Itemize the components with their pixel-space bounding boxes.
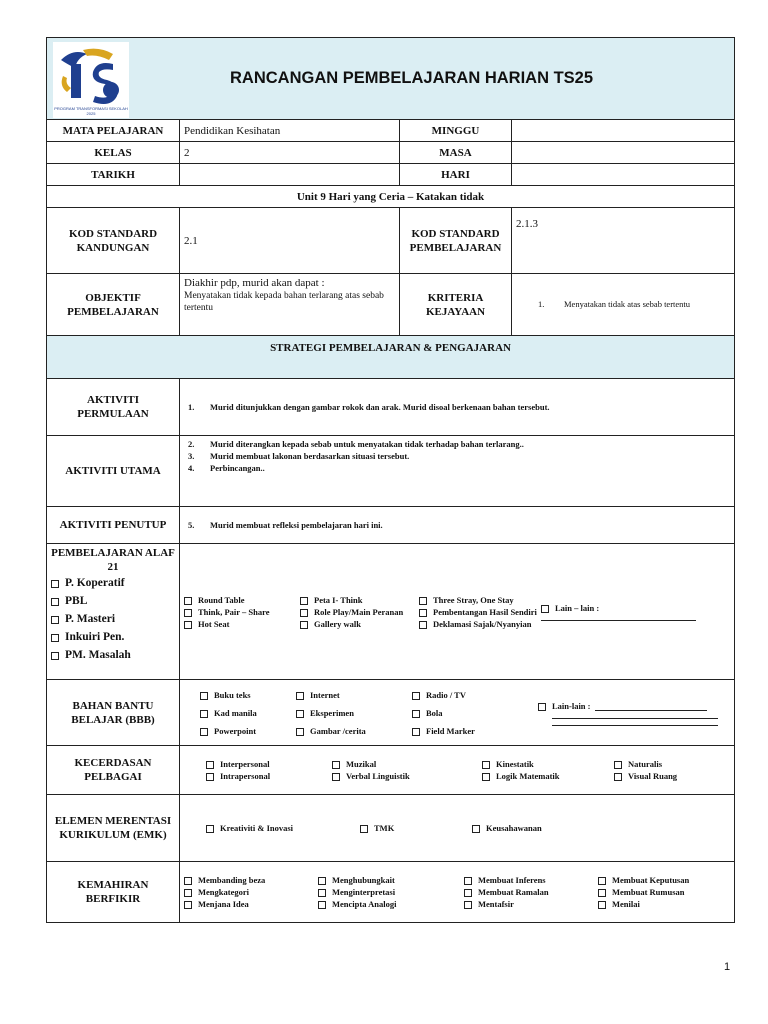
- alaf21-strategies: [180, 544, 735, 680]
- alaf21-option[interactable]: [51, 610, 175, 628]
- activity-item: [188, 438, 730, 450]
- kecerdasan-item[interactable]: [206, 758, 332, 770]
- checkbox-icon[interactable]: [296, 692, 304, 700]
- checkbox-icon[interactable]: [412, 728, 420, 736]
- kemahiran-item-label: Mengkategori: [198, 887, 249, 897]
- emk-item-label: TMK: [374, 823, 395, 833]
- bbb-lain-line-3[interactable]: [552, 725, 718, 726]
- kecerdasan-item-label: Intrapersonal: [220, 771, 271, 781]
- bbb-lain-label: Lain-lain :: [552, 700, 591, 711]
- checkbox-icon[interactable]: [206, 773, 214, 781]
- alaf21-strategy[interactable]: [184, 618, 296, 630]
- kemahiran-item-label: Membuat Ramalan: [478, 887, 549, 897]
- alaf21-option[interactable]: [51, 646, 175, 664]
- kemahiran-item-label: Menjana Idea: [198, 899, 249, 909]
- checkbox-icon[interactable]: [206, 761, 214, 769]
- checkbox-icon[interactable]: [464, 877, 472, 885]
- objektif-cell: [180, 274, 400, 336]
- checkbox-icon[interactable]: [300, 597, 308, 605]
- checkbox-icon[interactable]: [296, 710, 304, 718]
- hari-value[interactable]: [512, 164, 735, 186]
- kemahiran-item-label: Mencipta Analogi: [332, 899, 397, 909]
- kemahiran-item[interactable]: [464, 898, 598, 910]
- checkbox-icon[interactable]: [598, 889, 606, 897]
- alaf-lain: [541, 602, 730, 621]
- kemahiran-item[interactable]: [184, 886, 318, 898]
- activity-text: Perbincangan..: [210, 463, 265, 473]
- page-number: 1: [724, 961, 731, 973]
- checkbox-icon[interactable]: [206, 825, 214, 833]
- checkbox-icon[interactable]: [538, 703, 546, 711]
- kemahiran-label: KEMAHIRAN BERFIKIR: [47, 862, 180, 923]
- kemahiran-item[interactable]: [318, 898, 464, 910]
- alaf21-strategy-label: Peta I- Think: [314, 594, 363, 605]
- emk-item-label: Kreativiti & Inovasi: [220, 823, 294, 833]
- kecerdasan-item-label: Muzikal: [346, 759, 377, 769]
- kelas-value[interactable]: 2: [180, 142, 400, 164]
- kecerdasan-item-label: Kinestatik: [496, 759, 534, 769]
- alaf21-option-label: PBL: [65, 595, 88, 607]
- activity-item: [188, 462, 730, 474]
- minggu-value[interactable]: [512, 120, 735, 142]
- kemahiran-item[interactable]: [598, 874, 730, 886]
- emk-item[interactable]: [206, 822, 360, 834]
- alaf21-strategy[interactable]: [300, 618, 415, 630]
- checkbox-icon[interactable]: [541, 605, 549, 613]
- kemahiran-item[interactable]: [598, 898, 730, 910]
- permulaan-label: AKTIVITI PERMULAAN: [47, 379, 180, 436]
- emk-cell: [180, 795, 735, 862]
- checkbox-icon[interactable]: [614, 773, 622, 781]
- checkbox-icon[interactable]: [51, 634, 59, 642]
- bbb-item[interactable]: [296, 707, 406, 719]
- checkbox-icon[interactable]: [598, 901, 606, 909]
- bbb-cell: [180, 680, 735, 746]
- kemahiran-cell: [180, 862, 735, 923]
- bbb-item-label: Internet: [310, 689, 340, 700]
- penutup-label: AKTIVITI PENUTUP: [47, 507, 180, 544]
- kemahiran-item[interactable]: [464, 886, 598, 898]
- activity-number: 1.: [188, 402, 195, 412]
- activity-number: 4.: [188, 463, 195, 473]
- alaf21-option-label: Inkuiri Pen.: [65, 631, 125, 643]
- alaf21-strategy[interactable]: [184, 606, 296, 618]
- mata-pelajaran-label: MATA PELAJARAN: [47, 120, 180, 142]
- minggu-label: MINGGU: [400, 120, 512, 142]
- checkbox-icon[interactable]: [51, 652, 59, 660]
- alaf21-strategy-label: Role Play/Main Peranan: [314, 606, 404, 617]
- rph-table: [46, 37, 735, 923]
- alaf21-cell: [47, 544, 180, 680]
- checkbox-icon[interactable]: [412, 710, 420, 718]
- checkbox-icon[interactable]: [419, 621, 427, 629]
- objektif-label: OBJEKTIF PEMBELAJARAN: [47, 274, 180, 336]
- activity-item: [188, 401, 730, 413]
- activity-item: [188, 519, 730, 531]
- kecerdasan-item-label: Interpersonal: [220, 759, 270, 769]
- bbb-lain-line-2[interactable]: [552, 718, 718, 719]
- hari-label: HARI: [400, 164, 512, 186]
- alaf-lain-label: Lain – lain :: [555, 603, 600, 613]
- kriteria-cell: [512, 274, 735, 336]
- alaf21-strategy[interactable]: [300, 606, 415, 618]
- activity-text: Murid membuat refleksi pembelajaran hari ini.: [210, 520, 383, 530]
- checkbox-icon[interactable]: [482, 761, 490, 769]
- checkbox-icon[interactable]: [184, 901, 192, 909]
- penutup-cell: [180, 507, 735, 544]
- alaf21-strategy[interactable]: [300, 594, 415, 606]
- kemahiran-item-label: Mentafsir: [478, 899, 514, 909]
- checkbox-icon[interactable]: [296, 728, 304, 736]
- masa-label: MASA: [400, 142, 512, 164]
- kelas-label: KELAS: [47, 142, 180, 164]
- alaf21-option-label: PM. Masalah: [65, 649, 131, 661]
- kemahiran-item[interactable]: [318, 886, 464, 898]
- emk-item[interactable]: [472, 822, 730, 834]
- alaf21-strategy-label: Three Stray, One Stay: [433, 594, 514, 605]
- alaf21-option[interactable]: [51, 574, 175, 592]
- kod-sk-value[interactable]: 2.1: [180, 208, 400, 274]
- bbb-lain-line-1[interactable]: [595, 700, 707, 711]
- kemahiran-item[interactable]: [464, 874, 598, 886]
- kecerdasan-cell: [180, 746, 735, 795]
- bbb-item[interactable]: [412, 707, 532, 719]
- checkbox-icon[interactable]: [332, 773, 340, 781]
- checkbox-icon[interactable]: [184, 609, 192, 617]
- unit-title: Unit 9 Hari yang Ceria – Katakan tidak: [47, 186, 735, 208]
- bbb-item-label: Bola: [426, 707, 443, 718]
- emk-item-label: Keusahawanan: [486, 823, 542, 833]
- bbb-item[interactable]: [200, 689, 290, 701]
- ts25-logo: [47, 42, 149, 116]
- checkbox-icon[interactable]: [51, 580, 59, 588]
- bbb-label: BAHAN BANTU BELAJAR (BBB): [47, 680, 180, 746]
- checkbox-icon[interactable]: [614, 761, 622, 769]
- alaf-lain-item[interactable]: [541, 602, 730, 614]
- kriteria-label: KRITERIA KEJAYAAN: [400, 274, 512, 336]
- page-title: RANCANGAN PEMBELAJARAN HARIAN TS25: [230, 69, 594, 87]
- utama-label: AKTIVITI UTAMA: [47, 436, 180, 507]
- checkbox-icon[interactable]: [51, 598, 59, 606]
- kecerdasan-item-label: Visual Ruang: [628, 771, 678, 781]
- activity-text: Murid membuat lakonan berdasarkan situasi tersebut.: [210, 451, 410, 461]
- kriteria-text: Menyatakan tidak atas sebab tertentu: [564, 299, 691, 309]
- bbb-lain-item[interactable]: [538, 700, 730, 712]
- alaf21-strategy-label: Round Table: [198, 594, 245, 605]
- kecerdasan-label: KECERDASAN PELBAGAI: [47, 746, 180, 795]
- kemahiran-item[interactable]: [598, 886, 730, 898]
- alaf21-strategy-label: Deklamasi Sajak/Nyanyian: [433, 618, 532, 629]
- alaf21-strategy-label: Hot Seat: [198, 618, 230, 629]
- kemahiran-item[interactable]: [184, 874, 318, 886]
- kecerdasan-item[interactable]: [614, 758, 730, 770]
- kecerdasan-item[interactable]: [206, 770, 332, 782]
- kemahiran-item-label: Menginterpretasi: [332, 887, 396, 897]
- permulaan-cell: [180, 379, 735, 436]
- checkbox-icon[interactable]: [184, 889, 192, 897]
- bbb-item-label: Field Marker: [426, 725, 475, 736]
- alaf21-strategy-label: Gallery walk: [314, 618, 361, 629]
- checkbox-icon[interactable]: [51, 616, 59, 624]
- masa-value[interactable]: [512, 142, 735, 164]
- kemahiran-item-label: Menilai: [612, 899, 640, 909]
- kod-sp-label: KOD STANDARD PEMBELAJARAN: [400, 208, 512, 274]
- checkbox-icon[interactable]: [200, 728, 208, 736]
- kemahiran-item-label: Membuat Rumusan: [612, 887, 685, 897]
- tarikh-label: TARIKH: [47, 164, 180, 186]
- alaf21-strategy[interactable]: [184, 594, 296, 606]
- checkbox-icon[interactable]: [472, 825, 480, 833]
- checkbox-icon[interactable]: [598, 877, 606, 885]
- activity-number: 3.: [188, 451, 195, 461]
- alaf21-strategy-label: Pembentangan Hasil Sendiri: [433, 606, 537, 617]
- emk-label: ELEMEN MERENTASI KURIKULUM (EMK): [47, 795, 180, 862]
- checkbox-icon[interactable]: [419, 597, 427, 605]
- alaf21-strategy-label: Think, Pair – Share: [198, 606, 270, 617]
- checkbox-icon[interactable]: [482, 773, 490, 781]
- bbb-item-label: Powerpoint: [214, 725, 257, 736]
- alaf21-option[interactable]: [51, 628, 175, 646]
- kemahiran-item-label: Membuat Keputusan: [612, 875, 690, 885]
- bbb-item-label: Kad manila: [214, 707, 257, 718]
- alaf21-strategy[interactable]: [419, 618, 537, 630]
- tarikh-value[interactable]: [180, 164, 400, 186]
- checkbox-icon[interactable]: [318, 877, 326, 885]
- activity-number: 2.: [188, 439, 195, 449]
- activity-text: Murid ditunjukkan dengan gambar rokok dan arak. Murid disoal berkenaan bahan tersebut.: [210, 402, 550, 412]
- checkbox-icon[interactable]: [300, 621, 308, 629]
- bbb-item-label: Eksperimen: [310, 707, 354, 718]
- strategi-heading: STRATEGI PEMBELAJARAN & PENGAJARAN: [47, 336, 735, 379]
- kecerdasan-item[interactable]: [332, 770, 482, 782]
- objektif-text: Menyatakan tidak kepada bahan terlarang atas sebab tertentu: [184, 291, 384, 313]
- objektif-intro: Diakhir pdp, murid akan dapat :: [184, 277, 325, 289]
- kecerdasan-item-label: Naturalis: [628, 759, 662, 769]
- bbb-item-label: Radio / TV: [426, 689, 466, 700]
- checkbox-icon[interactable]: [419, 609, 427, 617]
- bbb-item-label: Gambar /cerita: [310, 725, 366, 736]
- bbb-item-label: Buku teks: [214, 689, 251, 700]
- kemahiran-item-label: Membanding beza: [198, 875, 266, 885]
- bbb-item[interactable]: [296, 689, 406, 701]
- utama-cell: [180, 436, 735, 507]
- kemahiran-item[interactable]: [318, 874, 464, 886]
- kecerdasan-item-label: Logik Matematik: [496, 771, 560, 781]
- bbb-lain: [538, 700, 730, 726]
- bbb-item[interactable]: [412, 689, 532, 701]
- checkbox-icon[interactable]: [184, 877, 192, 885]
- kecerdasan-item-label: Verbal Linguistik: [346, 771, 410, 781]
- alaf-lain-line[interactable]: [541, 620, 696, 621]
- kod-sp-value[interactable]: 2.1.3: [512, 208, 735, 274]
- logo-program: PROGRAM TRANSFORMASI SEKOLAH 2025: [54, 105, 128, 116]
- alaf21-option-label: P. Koperatif: [65, 577, 125, 589]
- checkbox-icon[interactable]: [200, 692, 208, 700]
- checkbox-icon[interactable]: [464, 901, 472, 909]
- kecerdasan-item[interactable]: [482, 758, 614, 770]
- alaf21-strategy[interactable]: [419, 594, 537, 606]
- mata-pelajaran-value[interactable]: Pendidikan Kesihatan: [180, 120, 400, 142]
- checkbox-icon[interactable]: [300, 609, 308, 617]
- checkbox-icon[interactable]: [318, 901, 326, 909]
- kecerdasan-item[interactable]: [482, 770, 614, 782]
- kod-sk-label: KOD STANDARD KANDUNGAN: [47, 208, 180, 274]
- emk-item[interactable]: [360, 822, 472, 834]
- activity-item: [188, 450, 730, 462]
- alaf21-option-label: P. Masteri: [65, 613, 116, 625]
- checkbox-icon[interactable]: [318, 889, 326, 897]
- activity-number: 5.: [188, 520, 195, 530]
- bbb-item[interactable]: [200, 725, 290, 737]
- checkbox-icon[interactable]: [184, 597, 192, 605]
- kecerdasan-item[interactable]: [332, 758, 482, 770]
- checkbox-icon[interactable]: [332, 761, 340, 769]
- alaf21-option[interactable]: [51, 592, 175, 610]
- checkbox-icon[interactable]: [184, 621, 192, 629]
- kemahiran-item[interactable]: [184, 898, 318, 910]
- bbb-item[interactable]: [200, 707, 290, 719]
- kemahiran-item-label: Membuat Inferens: [478, 875, 546, 885]
- checkbox-icon[interactable]: [360, 825, 368, 833]
- checkbox-icon[interactable]: [200, 710, 208, 718]
- kemahiran-item-label: Menghubungkait: [332, 875, 395, 885]
- activity-text: Murid diterangkan kepada sebab untuk menyatakan tidak terhadap bahan terlarang..: [210, 439, 524, 449]
- header-row: [47, 38, 735, 120]
- checkbox-icon[interactable]: [464, 889, 472, 897]
- bbb-item[interactable]: [412, 725, 532, 737]
- alaf21-label: PEMBELAJARAN ALAF 21: [51, 547, 175, 573]
- alaf21-strategy[interactable]: [419, 606, 537, 618]
- checkbox-icon[interactable]: [412, 692, 420, 700]
- bbb-item[interactable]: [296, 725, 406, 737]
- kriteria-num: 1.: [538, 299, 545, 309]
- kecerdasan-item[interactable]: [614, 770, 730, 782]
